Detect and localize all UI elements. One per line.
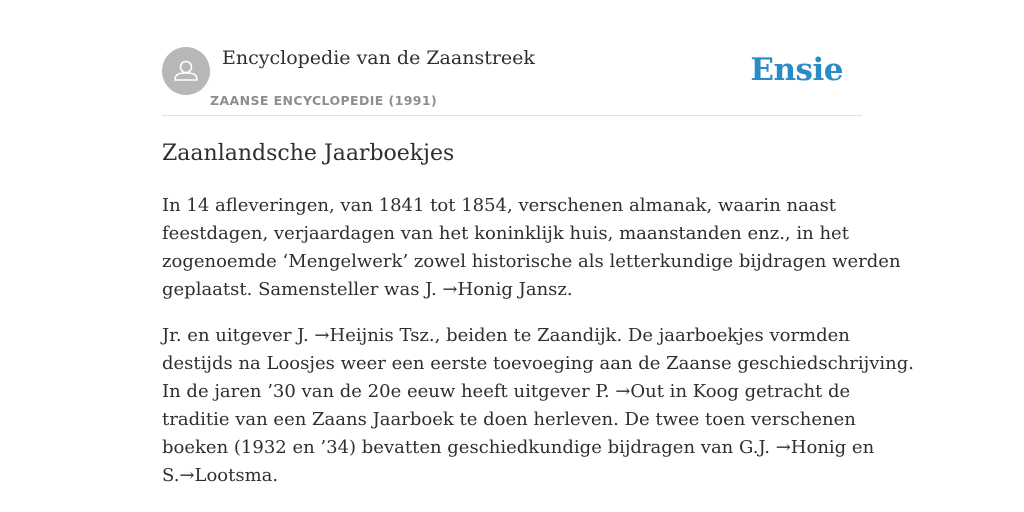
avatar[interactable] (162, 47, 210, 95)
text-line: In de jaren ’30 van de 20e eeuw heeft uitgever P. →Out in Koog getracht de (162, 381, 851, 402)
text-line: zogenoemde ‘Mengelwerk’ zowel historische als letterkundige bijdragen werden (162, 251, 901, 272)
text-line: boeken (1932 en ’34) bevatten geschiedkundige bijdragen van G.J. →Honig en (162, 437, 875, 458)
article-body (162, 192, 914, 508)
source-header (162, 0, 862, 116)
user-icon (162, 47, 210, 95)
text-line: feestdagen, verjaardagen van het koninklijk huis, maanstanden enz., in het (162, 223, 849, 244)
article-title: Zaanlandsche Jaarboekjes (162, 141, 455, 166)
source-subtitle: ZAANSE ENCYCLOPEDIE (1991) (210, 93, 438, 108)
text-line: traditie van een Zaans Jaarboek te doen herleven. De twee toen verschenen (162, 409, 856, 430)
source-name[interactable]: Encyclopedie van de Zaanstreek (222, 47, 535, 69)
text-line: geplaatst. Samensteller was J. →Honig Jansz. (162, 279, 573, 300)
text-line: destijds na Loosjes weer een eerste toevoeging aan de Zaanse geschiedschrijving. (162, 353, 914, 374)
text-line: In 14 afleveringen, van 1841 tot 1854, verschenen almanak, waarin naast (162, 195, 837, 216)
text-line: Jr. en uitgever J. →Heijnis Tsz., beiden te Zaandijk. De jaarboekjes vormden (162, 325, 850, 346)
article-paragraph (162, 192, 901, 304)
brand-logo[interactable]: Ensie (750, 52, 843, 88)
article-paragraph (162, 322, 914, 490)
page-container (162, 0, 914, 486)
text-line: S.→Lootsma. (162, 465, 279, 486)
